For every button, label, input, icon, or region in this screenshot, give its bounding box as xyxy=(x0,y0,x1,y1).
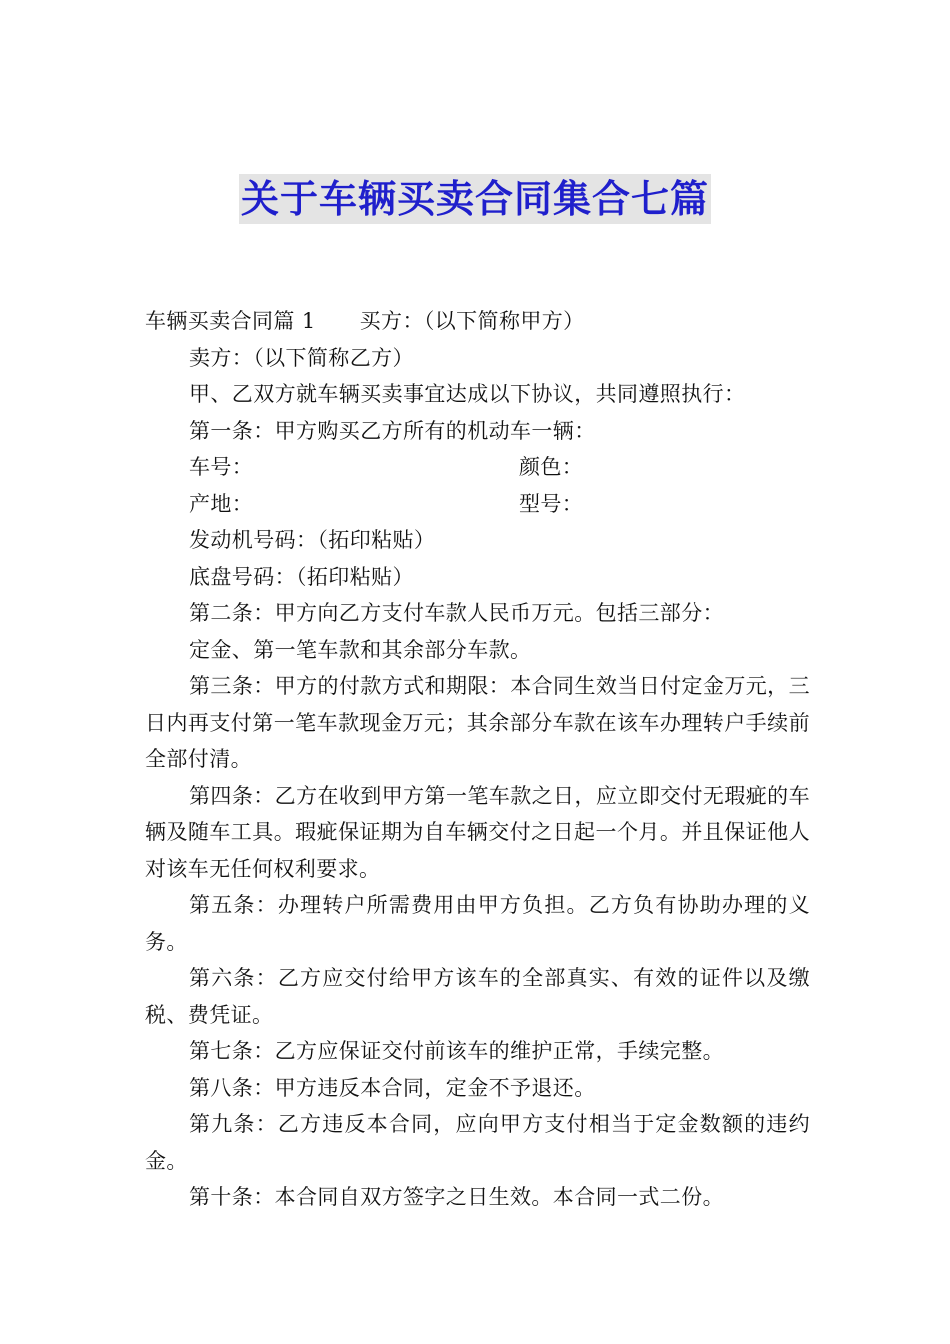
engine-field: 发动机号码：（拓印粘贴） xyxy=(189,528,436,552)
article-2: 第二条：甲方向乙方支付车款人民币万元。包括三部分： xyxy=(189,601,724,625)
title-container xyxy=(0,174,950,224)
chassis-field: 底盘号码：（拓印粘贴） xyxy=(189,564,414,589)
seller-line: 卖方：（以下简称乙方） xyxy=(189,345,414,370)
article-2-continued: 定金、第一笔车款和其余部分车款。 xyxy=(189,637,532,662)
contract-heading: 车辆买卖合同篇 1 xyxy=(145,309,316,333)
document-title: 关于车辆买卖合同集合七篇 xyxy=(239,174,711,224)
plate-field: 车号： xyxy=(189,455,254,479)
article-5: 第五条：办理转户所需费用由甲方负担。乙方负有协助办理的义务。 xyxy=(145,893,810,954)
color-field: 颜色： xyxy=(519,455,584,479)
intro-paragraph: 甲、乙双方就车辆买卖事宜达成以下协议，共同遵照执行： xyxy=(189,382,746,406)
model-field: 型号： xyxy=(519,491,584,516)
field-row-plate-color xyxy=(145,449,810,486)
first-line xyxy=(145,303,810,340)
article-8: 第八条：甲方违反本合同，定金不予退还。 xyxy=(189,1075,596,1100)
article-4: 第四条：乙方在收到甲方第一笔车款之日，应立即交付无瑕疵的车辆及随车工具。瑕疵保证期为自车辆交付之日起一个月。并且保证他人对该车无任何权利要求。 xyxy=(145,783,810,881)
article-6: 第六条：乙方应交付给甲方该车的全部真实、有效的证件以及缴税、费凭证。 xyxy=(145,966,810,1027)
article-10: 第十条：本合同自双方签字之日生效。本合同一式二份。 xyxy=(189,1185,724,1209)
article-9: 第九条：乙方违反本合同，应向甲方支付相当于定金数额的违约金。 xyxy=(145,1112,810,1173)
field-row-origin-model xyxy=(145,486,810,523)
article-1: 第一条：甲方购买乙方所有的机动车一辆： xyxy=(189,418,596,443)
article-3: 第三条：甲方的付款方式和期限：本合同生效当日付定金万元，三日内再支付第一笔车款现金万元；其余部分车款在该车办理转户手续前全部付清。 xyxy=(145,674,810,771)
origin-field: 产地： xyxy=(189,491,254,516)
contract-body xyxy=(145,303,810,1216)
article-7: 第七条：乙方应保证交付前该车的维护正常，手续完整。 xyxy=(189,1039,724,1063)
buyer-line: 买方：（以下简称甲方） xyxy=(359,309,585,333)
